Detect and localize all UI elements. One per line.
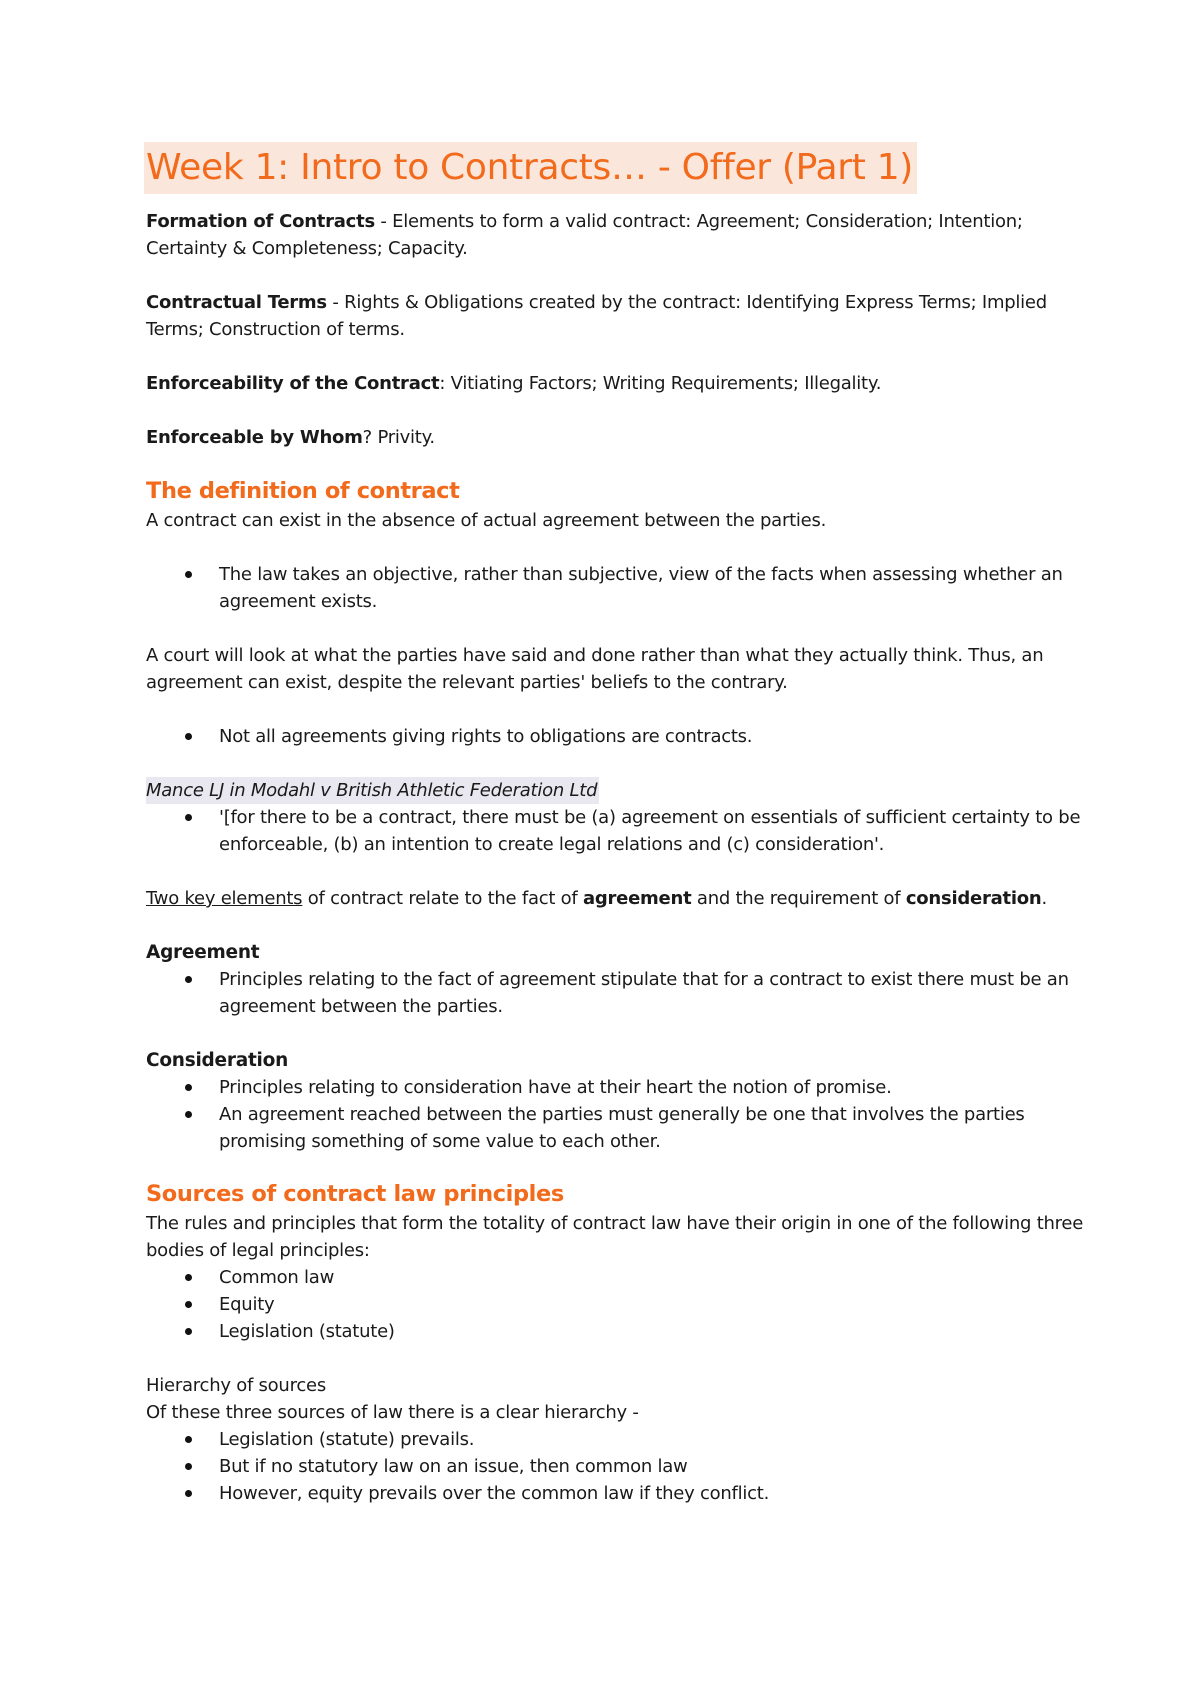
- consideration-bullets: [146, 1074, 1086, 1155]
- bullet-icon: [185, 814, 192, 821]
- list-item: [146, 1480, 1086, 1507]
- bullet-icon: [185, 571, 192, 578]
- list-item: [146, 1074, 1086, 1101]
- intro-text: - Rights & Obligations created by the contract: Identifying Express Terms; Implied Terms; Construction of terms.: [146, 292, 1047, 340]
- bullet-icon: [185, 1463, 192, 1470]
- key-elements-paragraph: [146, 885, 1086, 912]
- bullet-icon: [185, 1274, 192, 1281]
- intro-text: ? Privity.: [362, 427, 435, 448]
- intro-text: - Elements to form a valid contract: Agreement; Consideration; Intention; Certainty & Completeness; Capacity.: [146, 211, 1023, 259]
- list-item: [146, 1264, 1086, 1291]
- list-item: [146, 1291, 1086, 1318]
- list-item-text: Principles relating to consideration have at their heart the notion of promise.: [219, 1077, 892, 1098]
- list-item-text: Legislation (statute) prevails.: [219, 1429, 475, 1450]
- document-content: [146, 142, 1086, 1507]
- list-item-text: Not all agreements giving rights to obligations are contracts.: [219, 726, 753, 747]
- intro-whom: [146, 424, 1086, 451]
- intro-label: Enforceable by Whom: [146, 427, 363, 448]
- case-citation: Mance LJ in Modahl v British Athletic Federation Ltd: [146, 777, 599, 804]
- bullet-icon: [185, 733, 192, 740]
- list-item-text: An agreement reached between the parties must generally be one that involves the parties promising something of some value to each other.: [219, 1104, 1025, 1152]
- list-item-text: The law takes an objective, rather than subjective, view of the facts when assessing whether an agreement exists.: [219, 564, 1063, 612]
- case-citation-line: [146, 777, 1086, 804]
- hierarchy-intro: Of these three sources of law there is a clear hierarchy -: [146, 1402, 639, 1423]
- list-item-text: Principles relating to the fact of agreement stipulate that for a contract to exist there must be an agreement between the parties.: [219, 969, 1069, 1017]
- bullet-icon: [185, 976, 192, 983]
- list-item: [146, 561, 1086, 615]
- sources-paragraph: The rules and principles that form the totality of contract law have their origin in one of the following three bodies of legal principles:: [146, 1213, 1084, 1261]
- bullet-icon: [185, 1111, 192, 1118]
- list-item: [146, 1101, 1086, 1155]
- key-elements-underlined: Two key elements: [146, 888, 303, 909]
- definition-paragraph-2: A court will look at what the parties have said and done rather than what they actually think. Thus, an agreement can exist, despite the relevant parties' beliefs to the contrary.: [146, 645, 1044, 693]
- list-item: [146, 804, 1086, 858]
- bullet-icon: [185, 1490, 192, 1497]
- agreement-heading: Agreement: [146, 942, 260, 963]
- list-item-text: However, equity prevails over the common law if they conflict.: [219, 1483, 770, 1504]
- bullet-icon: [185, 1436, 192, 1443]
- intro-label: Enforceability of the Contract: [146, 373, 440, 394]
- key-elements-end: .: [1041, 888, 1047, 909]
- key-term-consideration: consideration: [905, 888, 1042, 909]
- sources-list: [146, 1264, 1086, 1345]
- intro-enforceability: [146, 370, 1086, 397]
- case-quote: '[for there to be a contract, there must be (a) agreement on essentials of sufficient certainty to be enforceable, (b) an intention to create legal relations and (c) consideration'.: [219, 807, 1081, 855]
- list-item: [146, 723, 1086, 750]
- hierarchy-title: Hierarchy of sources: [146, 1375, 326, 1396]
- list-item: [146, 1426, 1086, 1453]
- key-elements-text: and the requirement of: [691, 888, 906, 909]
- bullet-icon: [185, 1084, 192, 1091]
- list-item-text: Legislation (statute): [219, 1321, 395, 1342]
- list-item: [146, 966, 1086, 1020]
- definition-heading: The definition of contract: [146, 478, 460, 504]
- definition-paragraph-1: A contract can exist in the absence of actual agreement between the parties.: [146, 510, 827, 531]
- intro-text: : Vitiating Factors; Writing Requirements; Illegality.: [439, 373, 882, 394]
- intro-label: Contractual Terms: [146, 292, 327, 313]
- hierarchy-list: [146, 1426, 1086, 1507]
- intro-terms: [146, 289, 1086, 343]
- key-elements-text: of contract relate to the fact of: [302, 888, 583, 909]
- definition-bullets-2: [146, 723, 1086, 750]
- definition-bullets-1: [146, 561, 1086, 615]
- list-item: [146, 1453, 1086, 1480]
- bullet-icon: [185, 1301, 192, 1308]
- case-quote-list: [146, 804, 1086, 858]
- list-item-text: But if no statutory law on an issue, then common law: [219, 1456, 688, 1477]
- page-title: Week 1: Intro to Contracts… - Offer (Part 1): [144, 142, 917, 194]
- list-item-text: Common law: [219, 1267, 335, 1288]
- list-item-text: Equity: [219, 1294, 275, 1315]
- key-term-agreement: agreement: [582, 888, 692, 909]
- bullet-icon: [185, 1328, 192, 1335]
- agreement-bullets: [146, 966, 1086, 1020]
- intro-label: Formation of Contracts: [146, 211, 375, 232]
- sources-heading: Sources of contract law principles: [146, 1181, 564, 1207]
- list-item: [146, 1318, 1086, 1345]
- consideration-heading: Consideration: [146, 1050, 289, 1071]
- intro-formation: [146, 208, 1086, 262]
